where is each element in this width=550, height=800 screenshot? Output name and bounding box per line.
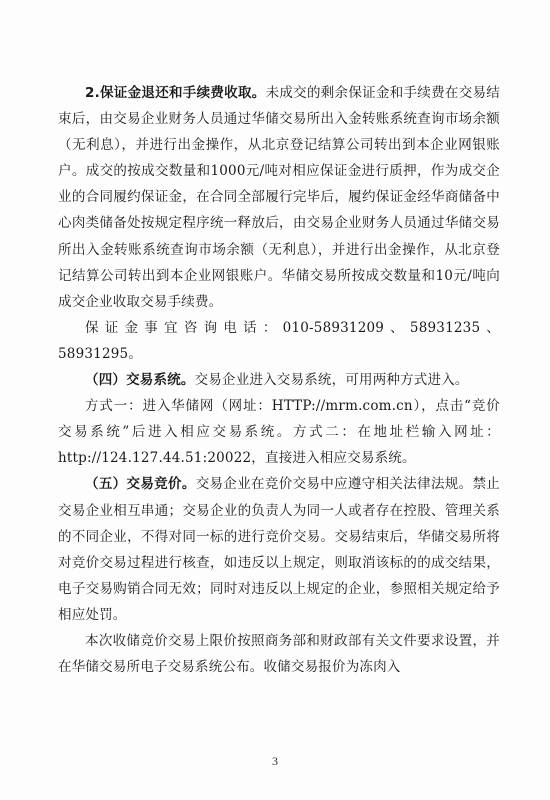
paragraph-text: 方式一：进入华储网（网址：HTTP://mrm.com.cn），点击“竞价交易系统”后进入相应交易系统。方式二：在地址栏输入网址：http://124.127.44.51:20022，直接进入相应交易系统。 <box>58 398 500 467</box>
paragraph-text: 交易企业在竞价交易中应遵守相关法律法规。禁止交易企业相互串通；交易企业的负责人为同一人或者存在控股、管理关系的不同企业，不得对同一标的进行竞价交易。交易结束后，华储交易所将对竞价交易过程进行核查，如违反以上规定，则取消该标的的成交结果，电子交易购销合同无效；同时对违反以上规定的企业，参照相关规定给予相应处罚。 <box>58 476 500 623</box>
document-body <box>58 80 500 680</box>
section-heading-deposit-refund: 2.保证金退还和手续费收取。 <box>85 85 266 101</box>
page-number: 3 <box>272 754 278 768</box>
section-heading-bidding: （五）交易竞价。 <box>85 476 196 493</box>
paragraph-text: 保证金事宜咨询电话：010-58931209、58931235、58931295。 <box>58 319 500 362</box>
paragraph-text: 交易企业进入交易系统，可用两种方式进入。 <box>194 372 469 389</box>
paragraph-trading-system <box>58 367 500 393</box>
paragraph-price-cap <box>58 628 500 680</box>
paragraph-text: 未成交的剩余保证金和手续费在交易结束后，由交易企业财务人员通过华储交易所出入金转账系统查询市场余额（无利息），并进行出金操作，从北京登记结算公司转出到本企业网银账户。成交的按成交数量和1000元/吨对相应保证金进行质押，作为成交企业的合同履约保证金，在合同全部履行完毕后，履约保证金经华商储备中心肉类储备处按规定程序统一释放后，由交易企业财务人员通过华储交易所出入金转账系统查询市场余额（无利息），并进行出金操作，从北京登记结算公司转出到本企业网银账户。华储交易所按成交数量和10元/吨向成交企业收取交易手续费。 <box>58 85 500 310</box>
paragraph-deposit-hotline <box>58 315 500 367</box>
paragraph-bidding <box>58 471 500 628</box>
paragraph-access-methods <box>58 393 500 471</box>
paragraph-text: 本次收储竞价交易上限价按照商务部和财政部有关文件要求设置，并在华储交易所电子交易系统公布。收储交易报价为冻肉入 <box>58 632 500 676</box>
paragraph-deposit-refund <box>58 80 500 315</box>
section-heading-trading-system: （四）交易系统。 <box>85 372 195 389</box>
